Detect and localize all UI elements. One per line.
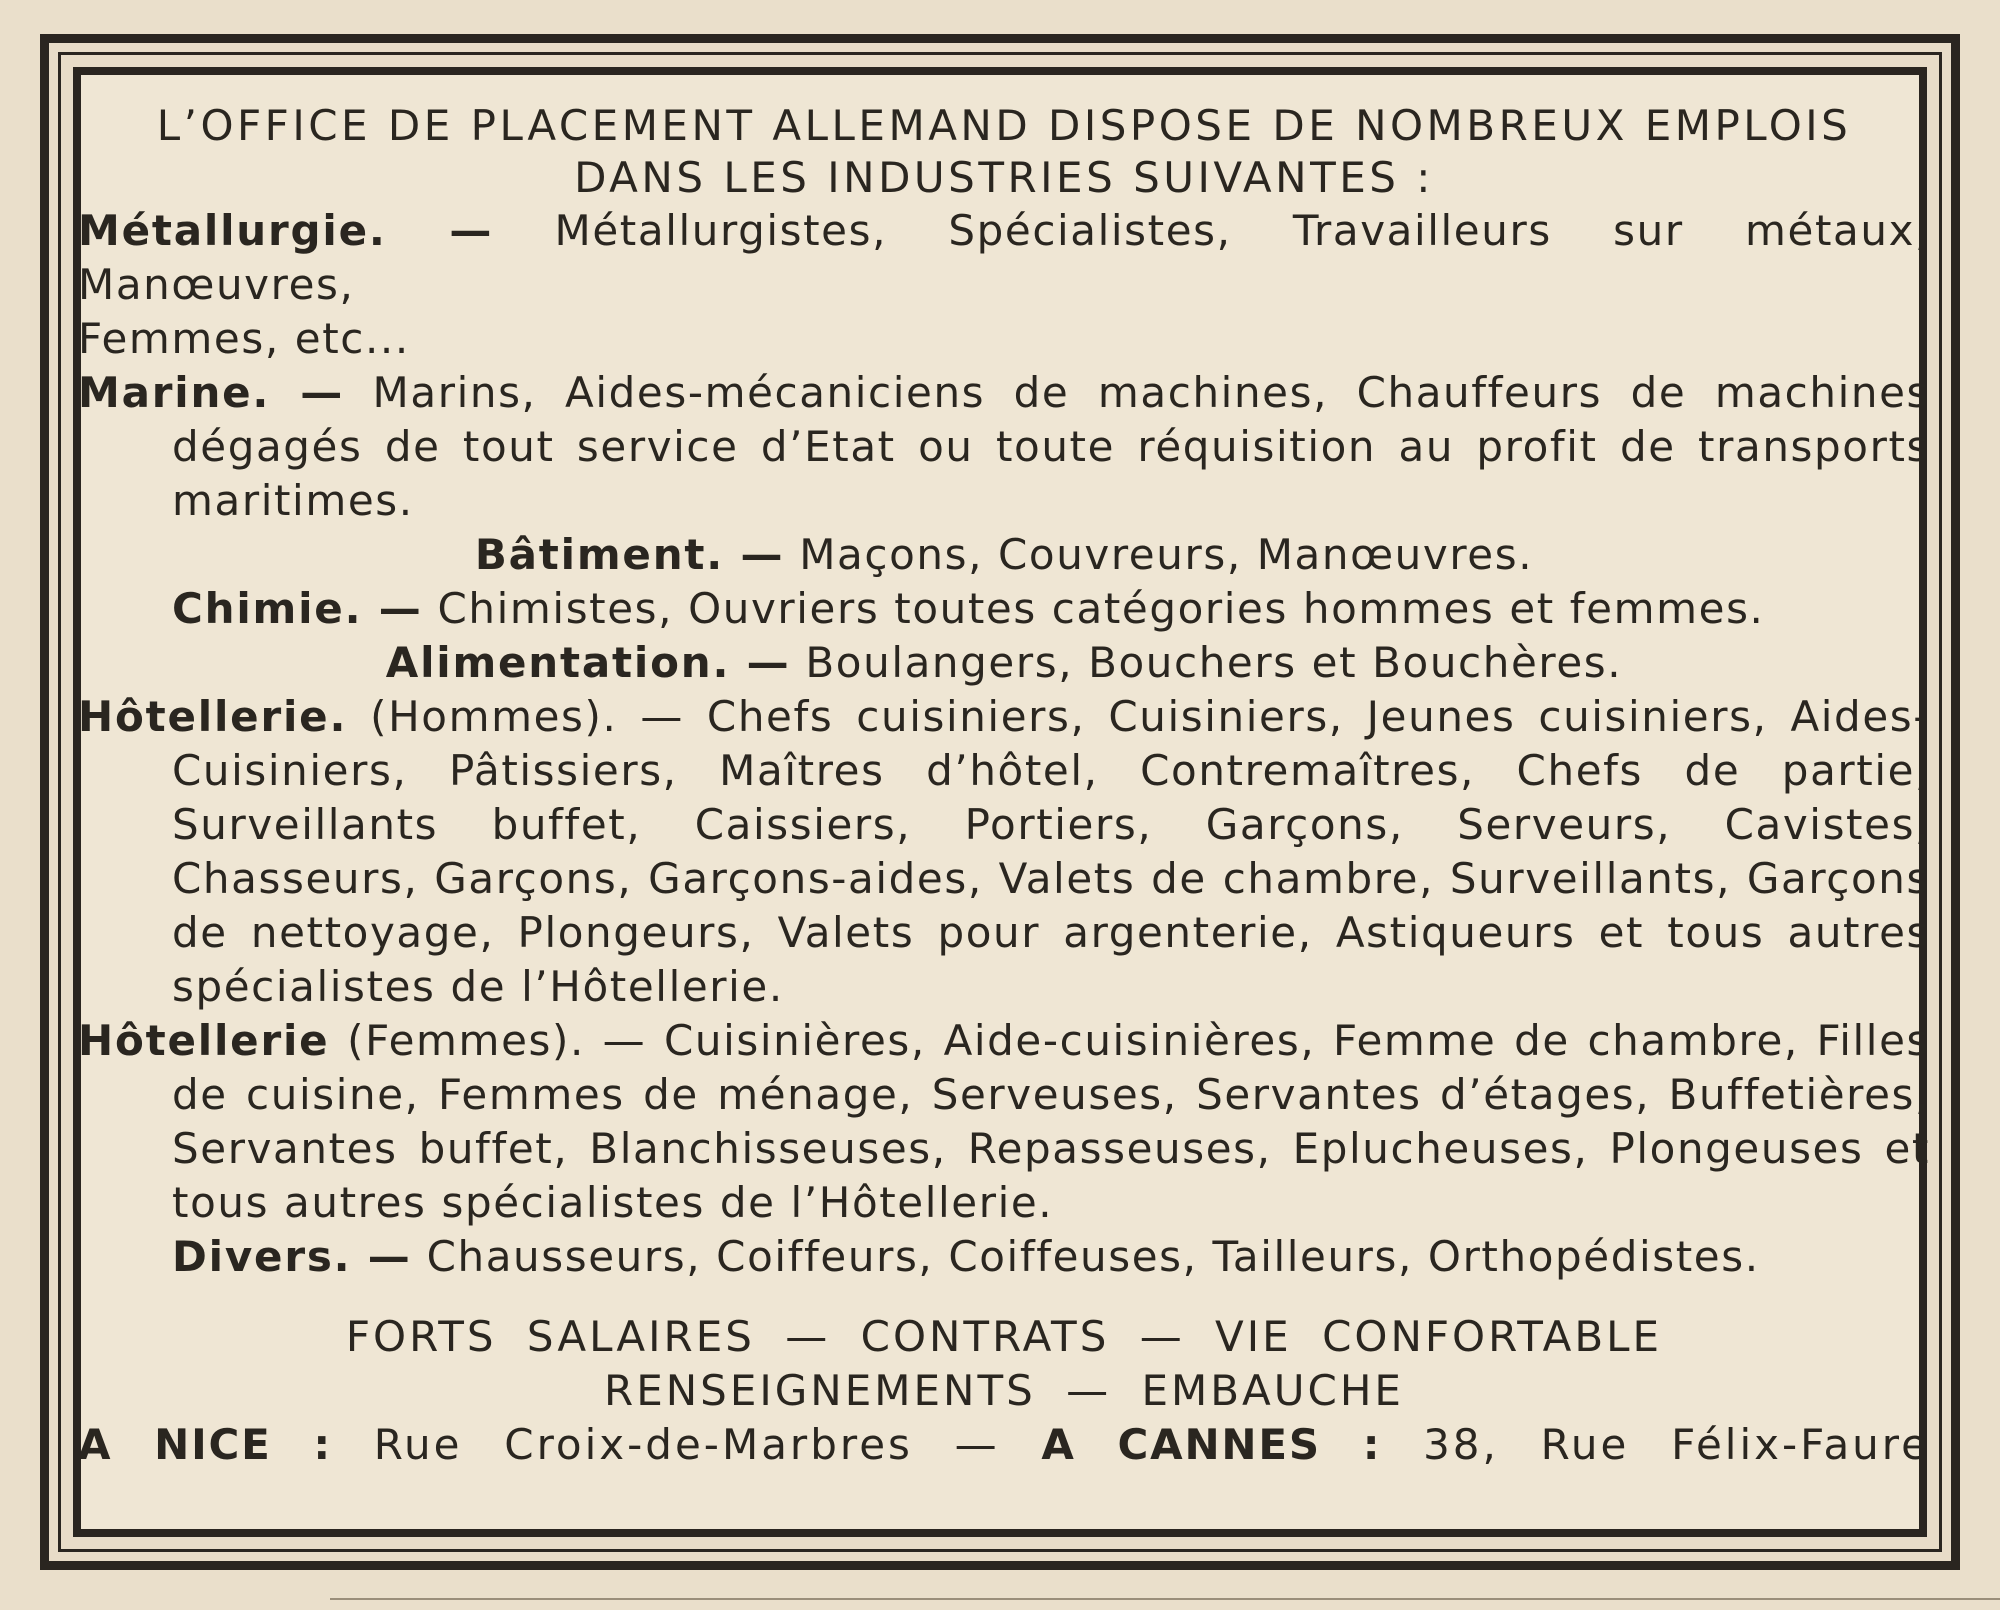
page-bottom-rule bbox=[330, 1598, 2000, 1600]
nice-address: Rue Croix-de-Marbres — bbox=[373, 1420, 1000, 1469]
section-hotellerie-femmes bbox=[78, 1014, 1930, 1230]
cannes-address: 38, Rue Félix-Faure bbox=[1423, 1420, 1930, 1469]
section-label-batiment: Bâtiment. — bbox=[474, 530, 785, 579]
section-alimentation bbox=[78, 636, 1930, 690]
headline bbox=[78, 100, 1930, 204]
section-text-alimentation: Boulangers, Bouchers et Bouchères. bbox=[790, 638, 1623, 687]
section-text-marine: Marins, Aides-mécaniciens de machines, Chauffeurs de machines dégagés de tout service d’Etat ou toute réquisition au profit de transports maritimes. bbox=[172, 368, 1930, 525]
headline-line-2: DANS LES INDUSTRIES SUIVANTES : bbox=[574, 153, 1434, 202]
advertisement-body bbox=[78, 100, 1930, 1284]
cannes-label: A CANNES : bbox=[1041, 1420, 1382, 1469]
section-text-metallurgie-cont: Femmes, etc... bbox=[78, 314, 410, 363]
section-text-chimie: Chimistes, Ouvriers toutes catégories hommes et femmes. bbox=[422, 584, 1765, 633]
section-label-divers: Divers. — bbox=[172, 1232, 412, 1281]
section-label-alimentation: Alimentation. — bbox=[385, 638, 791, 687]
section-label-hotellerie-hommes: Hôtellerie. bbox=[78, 692, 348, 741]
section-text-metallurgie: Métallurgistes, Spécialistes, Travailleurs sur métaux, Manœuvres, bbox=[78, 206, 1930, 309]
section-metallurgie bbox=[78, 204, 1930, 366]
section-batiment bbox=[78, 528, 1930, 582]
nice-label: A NICE : bbox=[78, 1420, 333, 1469]
advertisement-footer bbox=[78, 1310, 1930, 1472]
headline-line-1: L’OFFICE DE PLACEMENT ALLEMAND DISPOSE DE NOMBREUX EMPLOIS bbox=[156, 101, 1852, 150]
footer-benefits: FORTS SALAIRES — CONTRATS — VIE CONFORTABLE bbox=[345, 1312, 1663, 1361]
section-label-marine: Marine. — bbox=[78, 368, 344, 417]
section-divers bbox=[78, 1230, 1930, 1284]
footer-addresses bbox=[78, 1418, 1930, 1472]
section-label-hotellerie-femmes: Hôtellerie bbox=[78, 1016, 330, 1065]
section-label-metallurgie: Métallurgie. — bbox=[78, 206, 494, 255]
section-label-chimie: Chimie. — bbox=[172, 584, 423, 633]
section-text-batiment: Maçons, Couvreurs, Manœuvres. bbox=[784, 530, 1534, 579]
section-marine bbox=[78, 366, 1930, 528]
section-chimie bbox=[78, 582, 1930, 636]
footer-info: RENSEIGNEMENTS — EMBAUCHE bbox=[604, 1366, 1404, 1415]
section-text-hotellerie-femmes: (Femmes). — Cuisinières, Aide-cuisinières, Femme de chambre, Filles de cuisine, Femmes de ménage, Serveuses, Servantes d’étages, Buffetières, Servantes buffet, Blanchisseuses, Repasseuses, Eplucheuses, Plongeuses et tous autres spécialistes de l’Hôtellerie. bbox=[172, 1016, 1930, 1227]
section-text-hotellerie-hommes: (Hommes). — Chefs cuisiniers, Cuisiniers, Jeunes cuisiniers, Aides-Cuisiniers, Pâtissiers, Maîtres d’hôtel, Contremaîtres, Chefs de partie, Surveillants buffet, Caissiers, Portiers, Garçons, Serveurs, Cavistes, Chasseurs, Garçons, Garçons-aides, Valets de chambre, Surveillants, Garçons de nettoyage, Plongeurs, Valets pour argenterie, Astiqueurs et tous autres spécialistes de l’Hôtellerie. bbox=[172, 692, 1930, 1011]
section-hotellerie-hommes bbox=[78, 690, 1930, 1014]
section-text-divers: Chausseurs, Coiffeurs, Coiffeuses, Tailleurs, Orthopédistes. bbox=[411, 1232, 1760, 1281]
